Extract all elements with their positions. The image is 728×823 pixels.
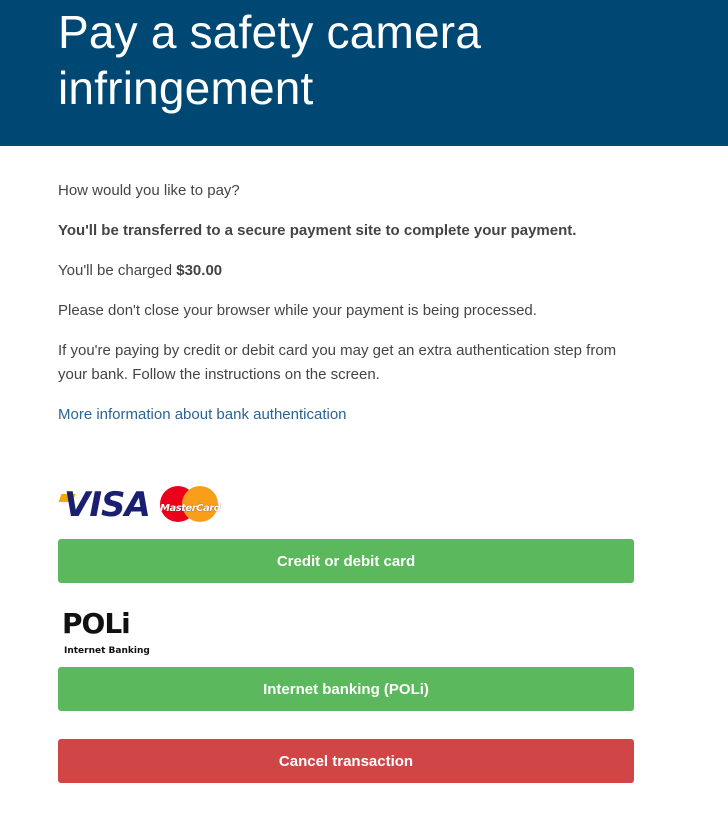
transfer-notice: You'll be transferred to a secure payment site to complete your payment. <box>58 222 577 239</box>
poli-logo-icon <box>62 607 152 656</box>
auth-notice: If you're paying by credit or debit card you may get an extra authentication step from your bank. Follow the instructions on the screen. <box>58 342 617 383</box>
internet-banking-poli-button[interactable]: Internet banking (POLi) <box>58 667 634 711</box>
mastercard-logo-text: MasterCard <box>160 503 221 514</box>
bank-authentication-link[interactable]: More information about bank authentication <box>58 406 347 423</box>
page-title: Pay a safety camera infringement <box>58 6 482 114</box>
visa-logo-text: VISA <box>64 485 150 525</box>
close-warning: Please don't close your browser while your payment is being processed. <box>58 302 537 319</box>
poli-logo-subtext: Internet Banking <box>64 646 150 656</box>
charge-line <box>58 259 222 283</box>
credit-debit-card-button[interactable]: Credit or debit card <box>58 539 634 583</box>
page-header <box>0 0 728 146</box>
card-logos <box>58 484 220 524</box>
visa-logo-icon <box>58 485 150 525</box>
charge-amount: $30.00 <box>176 262 223 279</box>
mastercard-logo-icon <box>160 486 220 522</box>
poli-logo-text: POLi <box>62 607 130 640</box>
charge-prefix: You'll be charged <box>58 262 177 279</box>
cancel-transaction-button[interactable]: Cancel transaction <box>58 739 634 783</box>
payment-question: How would you like to pay? <box>58 182 240 199</box>
